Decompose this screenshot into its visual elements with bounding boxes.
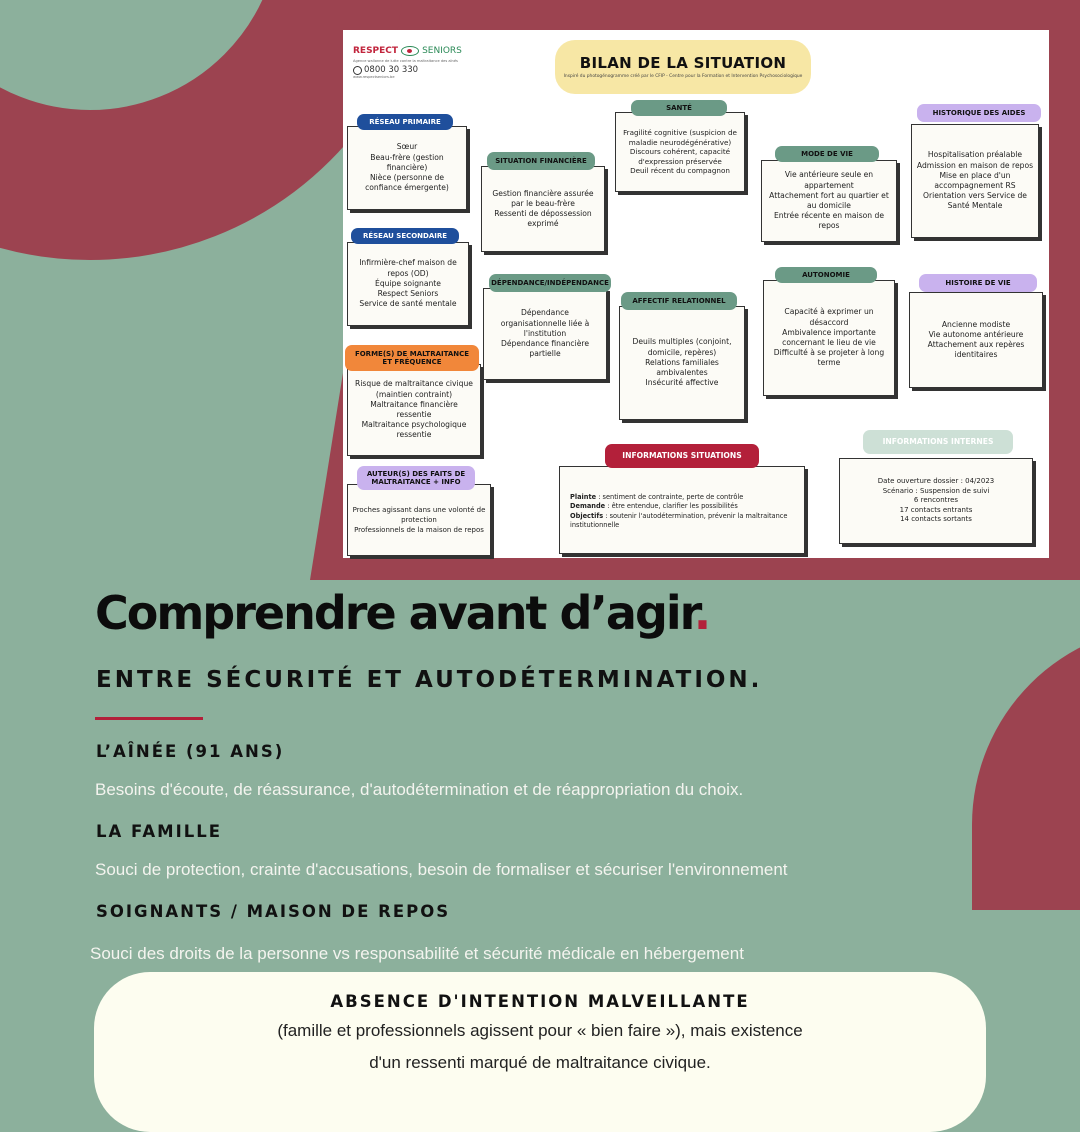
auteurs-line: Professionnels de la maison de repos (354, 526, 484, 535)
box-autonomie (763, 280, 895, 396)
internes-line: 6 rencontres (913, 496, 959, 505)
formes-line: Maltraitance psychologique ressentie (361, 420, 467, 440)
reseau-primaire-line: Beau-frère (gestion financière) (370, 152, 444, 172)
sheet-title: BILAN DE LA SITUATION (579, 54, 787, 72)
mode-de-vie-line: Attachement fort au quartier et au domicile (769, 190, 889, 210)
tag-reseau-secondaire: RÉSEAU SECONDAIRE (351, 228, 459, 244)
tag-dependance: DÉPENDANCE/INDÉPENDANCE (489, 274, 611, 292)
histoire-de-vie-line: Ancienne modiste (941, 319, 1011, 329)
mode-de-vie-line: Entrée récente en maison de repos (773, 211, 885, 231)
info-row (570, 493, 794, 502)
internes-line: 17 contacts entrants (899, 505, 973, 514)
box-formes-maltraitance (347, 364, 481, 456)
logo-website: www.respectseniors.be (353, 75, 395, 79)
auteurs-line: Proches agissant dans une volonté de protection (352, 505, 486, 524)
autonomie-line: Ambivalence importante concernant le lieu de vie (782, 327, 876, 347)
box-reseau-secondaire (347, 242, 469, 326)
box-histoire-de-vie (909, 292, 1043, 388)
tag-sante: SANTÉ (631, 100, 727, 116)
info-row-text: : être entendue, clarifier les possibilités (605, 502, 738, 511)
tag-autonomie: AUTONOMIE (775, 267, 877, 283)
reseau-secondaire-line: Respect Seniors (377, 289, 439, 299)
box-informations-situations (559, 466, 805, 554)
eye-icon (401, 46, 419, 56)
internes-line: Date ouverture dossier : 04/2023 (877, 477, 995, 486)
reseau-secondaire-line: Équipe soignante (375, 278, 441, 288)
situation-financiere-line: Gestion financière assurée par le beau-frère (492, 188, 594, 208)
box-reseau-primaire (347, 126, 467, 210)
historique-line: Mise en place d'un accompagnement RS (934, 170, 1016, 190)
sheet-subtitle: Inspiré du photogénogramme créé par le CFIP - Centre pour la Formation et Intervention Psychosociologique (563, 74, 803, 79)
dependance-line: Dépendance financière partielle (500, 339, 590, 359)
histoire-de-vie-line: Vie autonome antérieure (928, 329, 1024, 339)
subheadline: ENTRE SÉCURITÉ ET AUTODÉTERMINATION. (96, 667, 763, 693)
box-historique-aides (911, 124, 1039, 238)
tag-affectif-relationnel: AFFECTIF RELATIONNEL (621, 292, 737, 310)
historique-line: Admission en maison de repos (916, 160, 1034, 170)
histoire-de-vie-line: Attachement aux repères identitaires (927, 340, 1025, 360)
headline (95, 586, 709, 640)
conclusion-heading: ABSENCE D'INTENTION MALVEILLANTE (330, 992, 750, 1011)
tag-reseau-primaire: RÉSEAU PRIMAIRE (357, 114, 453, 130)
respect-seniors-logo (353, 46, 473, 79)
headline-dot: . (693, 586, 710, 640)
affectif-line: Deuils multiples (conjoint, domicile, repères) (632, 337, 732, 357)
logo-brand-right: SENIORS (422, 46, 462, 56)
situation-financiere-line: Ressenti de dépossession exprimé (494, 209, 592, 229)
info-row-text: : sentiment de contrainte, perte de contrôle (596, 493, 744, 501)
reseau-secondaire-line: Infirmière-chef maison de repos (OD) (359, 258, 457, 278)
tag-mode-de-vie: MODE DE VIE (775, 146, 879, 162)
headline-text: Comprendre avant d’agir (95, 586, 694, 640)
block-text-ainee: Besoins d'écoute, de réassurance, d'autodétermination et de réappropriation du choix. (95, 780, 744, 799)
autonomie-line: Difficulté à se projeter à long terme (773, 348, 885, 368)
formes-line: Risque de maltraitance civique (maintien contraint) (355, 379, 473, 399)
affectif-line: Insécurité affective (645, 378, 719, 388)
block-text-famille: Souci de protection, crainte d'accusations, besoin de formaliser et sécuriser l'environnement (95, 860, 788, 879)
reseau-primaire-line: Nièce (personne de confiance émergente) (365, 173, 449, 193)
info-row (570, 502, 794, 511)
internes-line: Scénario : Suspension de suivi (882, 486, 990, 495)
tag-informations-internes: INFORMATIONS INTERNES (863, 430, 1013, 454)
phone-icon (353, 66, 362, 75)
tag-auteurs: AUTEUR(S) DES FAITS DE MALTRAITANCE + INFO (357, 466, 475, 490)
formes-line: Maltraitance financière ressentie (370, 399, 458, 419)
box-sante (615, 112, 745, 192)
tag-informations-situations: INFORMATIONS SITUATIONS (605, 444, 759, 468)
sante-line: Deuil récent du compagnon (630, 166, 730, 176)
info-row-text: : soutenir l'autodétermination, prévenir la maltraitance institutionnelle (570, 511, 788, 530)
sante-line: Fragilité cognitive (suspicion de maladie neurodégénérative) (623, 128, 737, 147)
tag-histoire-de-vie: HISTOIRE DE VIE (919, 274, 1037, 292)
block-text-soignants: Souci des droits de la personne vs responsabilité et sécurité médicale en hébergement (90, 944, 744, 963)
affectif-line: Relations familiales ambivalentes (645, 357, 719, 378)
info-row-key: Plainte (570, 493, 597, 501)
box-informations-internes (839, 458, 1033, 544)
logo-phone: 0800 30 330 (364, 65, 419, 75)
historique-line: Hospitalisation préalable (927, 150, 1023, 160)
tag-situation-financiere: SITUATION FINANCIÈRE (487, 152, 595, 170)
dependance-line: Dépendance organisationnelle liée à l'institution (500, 308, 590, 338)
internes-line: 14 contacts sortants (900, 515, 972, 524)
autonomie-line: Capacité à exprimer un désaccord (784, 307, 874, 327)
block-heading-soignants: SOIGNANTS / MAISON DE REPOS (96, 902, 451, 921)
reseau-primaire-line: Sœur (396, 142, 418, 152)
conclusion-line-2: d'un ressenti marqué de maltraitance civique. (369, 1053, 711, 1072)
box-situation-financiere (481, 166, 605, 252)
sante-line: Discours cohérent, capacité d'expression préservée (629, 147, 731, 166)
tag-formes-maltraitance: FORME(S) DE MALTRAITANCE ET FRÉQUENCE (345, 345, 479, 371)
historique-line: Orientation vers Service de Santé Mentale (923, 191, 1027, 211)
block-heading-famille: LA FAMILLE (96, 822, 223, 841)
info-row-key: Objectifs (570, 511, 604, 520)
box-auteurs (347, 484, 491, 556)
tag-historique-aides: HISTORIQUE DES AIDES (917, 104, 1041, 122)
decorative-red-blob (972, 625, 1080, 910)
logo-brand-left: RESPECT (353, 46, 399, 56)
logo-tagline: Agence wallonne de lutte contre la maltraitance des aînés (353, 59, 458, 63)
block-heading-ainee: L’AÎNÉE (91 ANS) (96, 742, 285, 761)
accent-rule (95, 717, 203, 720)
info-row (570, 512, 794, 531)
box-dependance (483, 288, 607, 380)
sheet-title-banner (555, 40, 811, 94)
box-affectif-relationnel (619, 306, 745, 420)
situation-summary-sheet (343, 30, 1049, 558)
conclusion-line-1: (famille et professionnels agissent pour « bien faire »), mais existence (277, 1021, 803, 1040)
reseau-secondaire-line: Service de santé mentale (359, 299, 457, 309)
mode-de-vie-line: Vie antérieure seule en appartement (784, 170, 874, 190)
info-row-key: Demande (570, 502, 606, 511)
box-mode-de-vie (761, 160, 897, 242)
